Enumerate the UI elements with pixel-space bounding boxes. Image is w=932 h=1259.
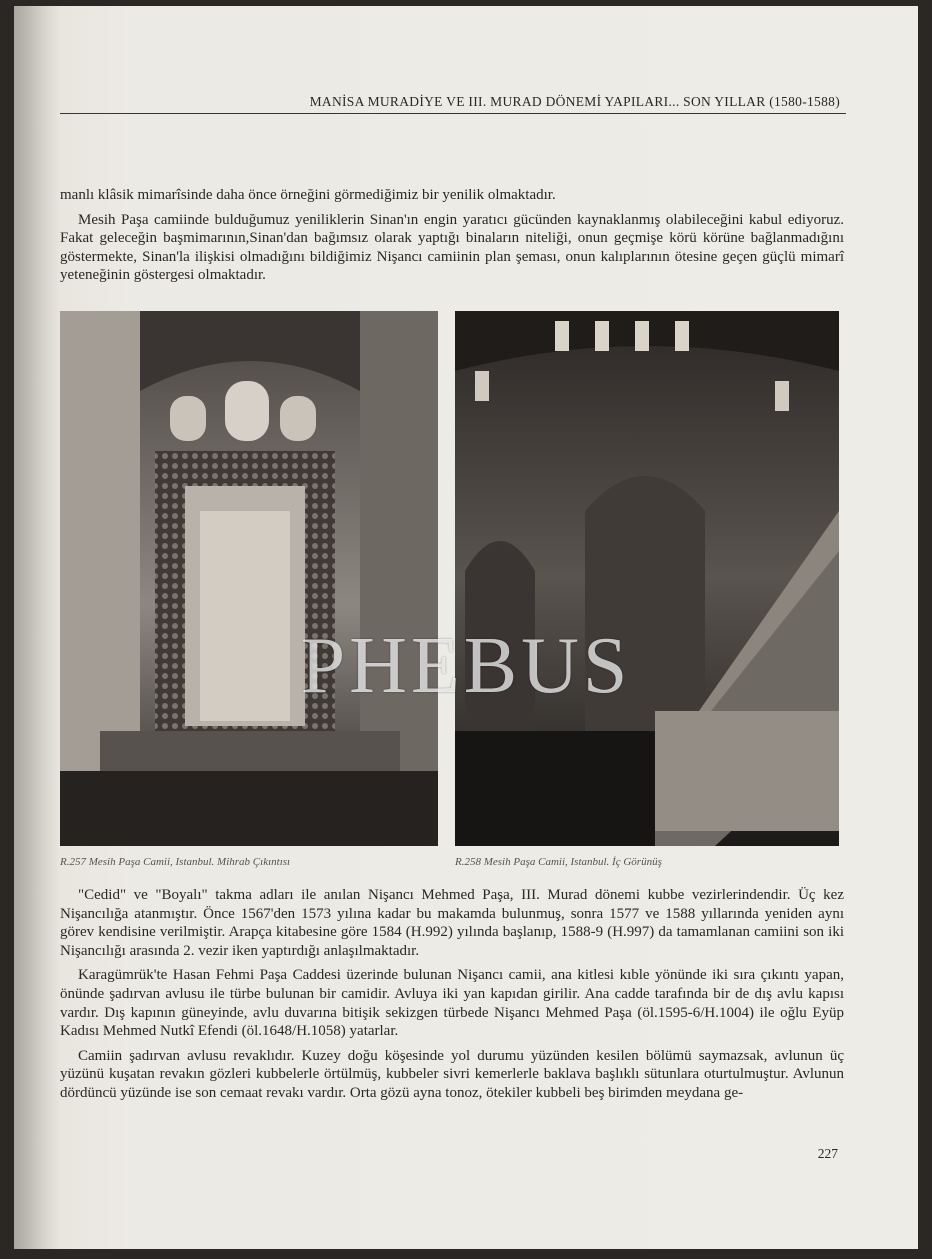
bottom-text-block	[60, 886, 844, 1109]
paragraph: Camiin şadırvan avlusu revaklıdır. Kuzey doğu köşesinde yol durumu yüzünden kesilen bölümü saymazsak, avlunun üç yüzünü kuşatan revakın gözleri kubbelerle örtülmüş, kubbeler sivri kemerlerle baklava başlıklı sütunlara oturtulmuştur. Avlunun dördüncü yüzünde ise son cemaat revakı vardır. Orta gözü ayna tonoz, ötekiler kubbeli beş birimden meydana ge-	[60, 1047, 844, 1101]
paragraph: Mesih Paşa camiinde bulduğumuz yeniliklerin Sinan'ın engin yaratıcı gücünden kaynaklanmış olabileceğini kabul ediyoruz. Fakat geleceğin başmimarının,Sinan'dan bağımsız olarak yaptığı binaların niteliği, onun geçmişe körü körüne bağlanmadığını göstermekte, Sinan'la ilişkisi olmadığını bildiğimiz Nişancı camiinin plan şeması, onun kalıplarının ötesine geçen güçlü mimarî yeteneğinin göstergesi olmaktadır.	[60, 211, 844, 284]
top-text-block	[60, 186, 844, 291]
book-page	[14, 6, 918, 1249]
photo-mihrab	[60, 311, 438, 846]
paragraph: "Cedid" ve "Boyalı" takma adları ile anılan Nişancı Mehmed Paşa, III. Murad dönemi kubbe vezirlerindendir. Üç kez Nişancılığa atanmıştır. Önce 1567'den 1573 yılına kadar bu makamda bulunmuş, sonra 1577 ve 1588 yıllarında yeniden aynı görev kendisine verilmiştir. Arapça kitabesine göre 1584 (H.992) yılında başlanıp, 1588-9 (H.997) da tamamlanan camiini son iki Nişancılığı arasında 2. vezir iken yaptırdığı anlaşılmaktadır.	[60, 887, 844, 959]
figure-caption-r257: R.257 Mesih Paşa Camii, Istanbul. Mihrab Çıkıntısı	[60, 856, 291, 868]
figure-caption-r258: R.258 Mesih Paşa Camii, Istanbul. İç Görünüş	[455, 856, 662, 868]
photo-interior	[455, 311, 839, 846]
paragraph: Karagümrük'te Hasan Fehmi Paşa Caddesi üzerinde bulunan Nişancı camii, ana kitlesi kıble yönünde iki sıra çıkıntı yapan, önünde şadırvan avlusu ile türbe bulunan bir camidir. Avluya iki yan kapıdan girilir. Ana cadde tarafında bir de dış avlu kapısı vardır. Dış kapının güneyinde, avlu duvarına bitişik sekizgen türbede Nişancı Mehmed Paşa (öl.1595-6/H.1004) ile oğlu Eyüp Kadısı Mehmed Nutkî Efendi (öl.1648/H.1058) yatarlar.	[60, 967, 844, 1040]
paragraph: manlı klâsik mimarîsinde daha önce örneğini görmediğimiz bir yenilik olmaktadır.	[60, 187, 556, 203]
header-rule	[60, 113, 846, 114]
watermark: PHEBUS	[300, 622, 632, 710]
running-header: MANİSA MURADİYE VE III. MURAD DÖNEMİ YAPILARI... SON YILLAR (1580-1588)	[309, 94, 840, 109]
page-number: 227	[817, 1146, 838, 1161]
